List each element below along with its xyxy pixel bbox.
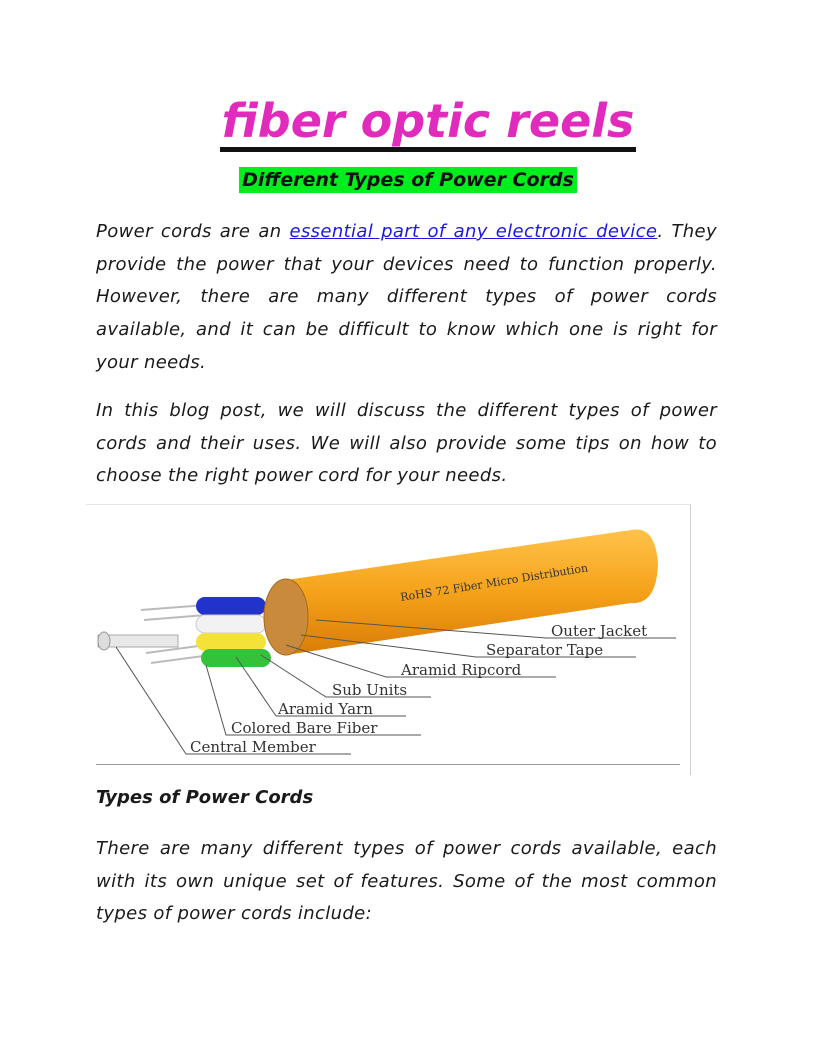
fiber-cable-illustration — [86, 505, 690, 775]
separator-tape-shape — [264, 579, 308, 655]
yellow-subunit — [196, 633, 266, 651]
label-sub-units: Sub Units — [332, 681, 408, 699]
blue-subunit — [196, 597, 266, 615]
intro-text-start: Power cords are an — [96, 221, 290, 242]
intro-paragraph — [96, 216, 717, 380]
white-subunit — [196, 615, 266, 633]
label-central-member: Central Member — [190, 738, 316, 756]
intro-text-end: . They provide the power that your devices need to function properly. However, there are many different types of power cords available, and it can be difficult to know which one is right for your needs. — [96, 221, 717, 373]
label-aramid-yarn: Aramid Yarn — [278, 700, 373, 718]
section-heading: Types of Power Cords — [96, 787, 314, 808]
document-title-wrap — [0, 96, 816, 152]
label-separator-tape: Separator Tape — [486, 641, 604, 659]
figure-divider — [96, 764, 680, 765]
green-subunit — [201, 649, 271, 667]
document-title: fiber optic reels — [220, 96, 637, 152]
jacket-text: RoHS 72 Fiber Micro Distribution — [399, 561, 589, 604]
subtitle-wrap — [0, 167, 816, 193]
essential-part-link[interactable]: essential part of any electronic device — [289, 221, 658, 242]
fiber-cable-image — [86, 504, 691, 775]
subtitle-heading: Different Types of Power Cords — [239, 167, 577, 193]
label-colored-bare-fiber: Colored Bare Fiber — [231, 719, 378, 737]
label-outer-jacket: Outer Jacket — [551, 622, 648, 640]
label-aramid-ripcord: Aramid Ripcord — [401, 661, 522, 679]
types-paragraph: There are many different types of power cords available, each with its own unique set of features. Some of the most common types of power cords include: — [96, 838, 717, 925]
blog-intro-paragraph: In this blog post, we will discuss the different types of power cords and their uses. We will also provide some tips on how to choose the right power cord for your needs. — [96, 400, 717, 487]
